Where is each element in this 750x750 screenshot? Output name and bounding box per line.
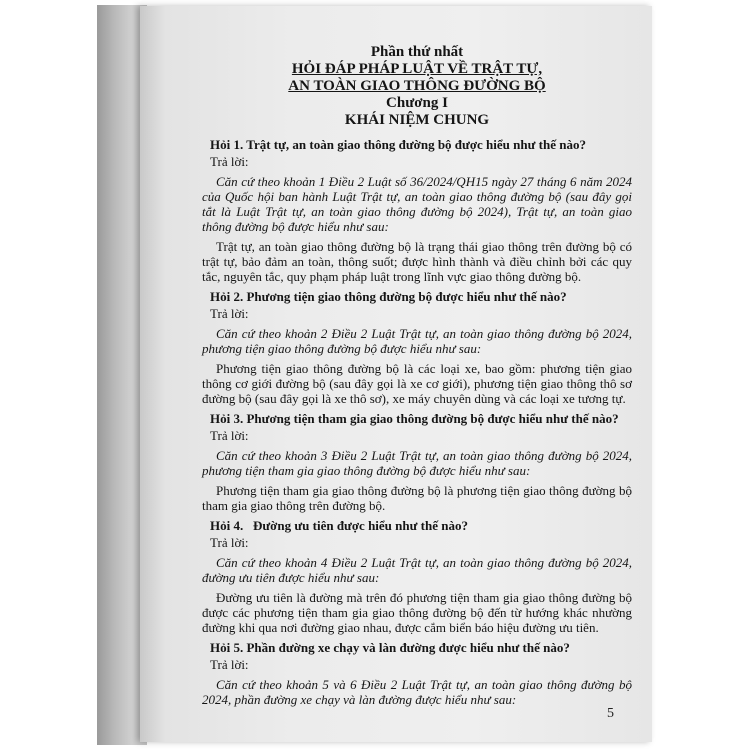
part-heading: Phần thứ nhất (370, 44, 464, 60)
answer-label-1: Trả lời: (210, 154, 249, 169)
title-line-2: AN TOÀN GIAO THÔNG ĐƯỜNG BỘ (288, 78, 546, 94)
chapter-heading: Chương I (386, 95, 448, 111)
citation-1: Căn cứ theo khoản 1 Điều 2 Luật số 36/2024/QH15 ngày 27 tháng 6 năm 2024 của Quốc hội ban hành Luật Trật tự, an toàn giao thông đường bộ (sau đây gọi tắt là Luật Trật tự, an toàn giao thông đường bộ 2024), Trật tự, an toàn giao thông đường bộ được hiểu như sau: (202, 174, 632, 234)
answer-body-2: Phương tiện giao thông đường bộ là các loại xe, bao gồm: phương tiện giao thông cơ giới đường bộ (sau đây gọi là xe cơ giới), phương tiện giao thông thô sơ đường bộ (sau đây gọi là xe thô sơ), xe máy chuyên dùng và các loại xe tương tự. (202, 361, 632, 406)
answer-label-5: Trả lời: (210, 657, 249, 672)
citation-4: Căn cứ theo khoản 4 Điều 2 Luật Trật tự, an toàn giao thông đường bộ 2024, đường ưu tiên được hiểu như sau: (202, 555, 632, 585)
answer-label-4: Trả lời: (210, 535, 249, 550)
citation-3: Căn cứ theo khoản 3 Điều 2 Luật Trật tự, an toàn giao thông đường bộ 2024, phương tiện tham gia giao thông đường bộ được hiểu như sau: (202, 448, 632, 478)
page-content (202, 44, 632, 707)
question-2: Hỏi 2. Phương tiện giao thông đường bộ được hiểu như thế nào? (210, 289, 567, 304)
answer-body-1: Trật tự, an toàn giao thông đường bộ là trạng thái giao thông trên đường bộ có trật tự, bảo đảm an toàn, thông suốt; được hình thành và điều chỉnh bởi các quy tắc, nguyên tắc, quy phạm pháp luật trong lĩnh vực giao thông đường bộ. (202, 239, 632, 284)
page-number: 5 (607, 706, 614, 721)
chapter-name: KHÁI NIỆM CHUNG (344, 112, 490, 128)
citation-2: Căn cứ theo khoản 2 Điều 2 Luật Trật tự, an toàn giao thông đường bộ 2024, phương tiện giao thông đường bộ được hiểu như sau: (202, 326, 632, 356)
answer-body-4: Đường ưu tiên là đường mà trên đó phương tiện tham gia giao thông đường bộ được các phương tiện tham gia giao thông đường bộ đến từ hướng khác nhường đường khi qua nơi đường giao nhau, được cắm biển báo hiệu đường ưu tiên. (202, 590, 632, 635)
answer-body-3: Phương tiện tham gia giao thông đường bộ là phương tiện giao thông đường bộ tham gia giao thông trên đường bộ. (202, 483, 632, 513)
answer-label-3: Trả lời: (210, 428, 249, 443)
title-line-1: HỎI ĐÁP PHÁP LUẬT VỀ TRẬT TỰ, (291, 61, 543, 77)
question-1: Hỏi 1. Trật tự, an toàn giao thông đường bộ được hiểu như thế nào? (210, 137, 586, 152)
citation-5: Căn cứ theo khoản 5 và 6 Điều 2 Luật Trật tự, an toàn giao thông đường bộ 2024, phần đường xe chạy và làn đường được hiểu như sau: (202, 677, 632, 707)
answer-label-2: Trả lời: (210, 306, 249, 321)
question-3: Hỏi 3. Phương tiện tham gia giao thông đường bộ được hiểu như thế nào? (210, 411, 619, 426)
question-5: Hỏi 5. Phần đường xe chạy và làn đường được hiểu như thế nào? (210, 640, 570, 655)
book-page (140, 6, 652, 742)
question-4: Hỏi 4. Đường ưu tiên được hiểu như thế nào? (210, 518, 468, 533)
